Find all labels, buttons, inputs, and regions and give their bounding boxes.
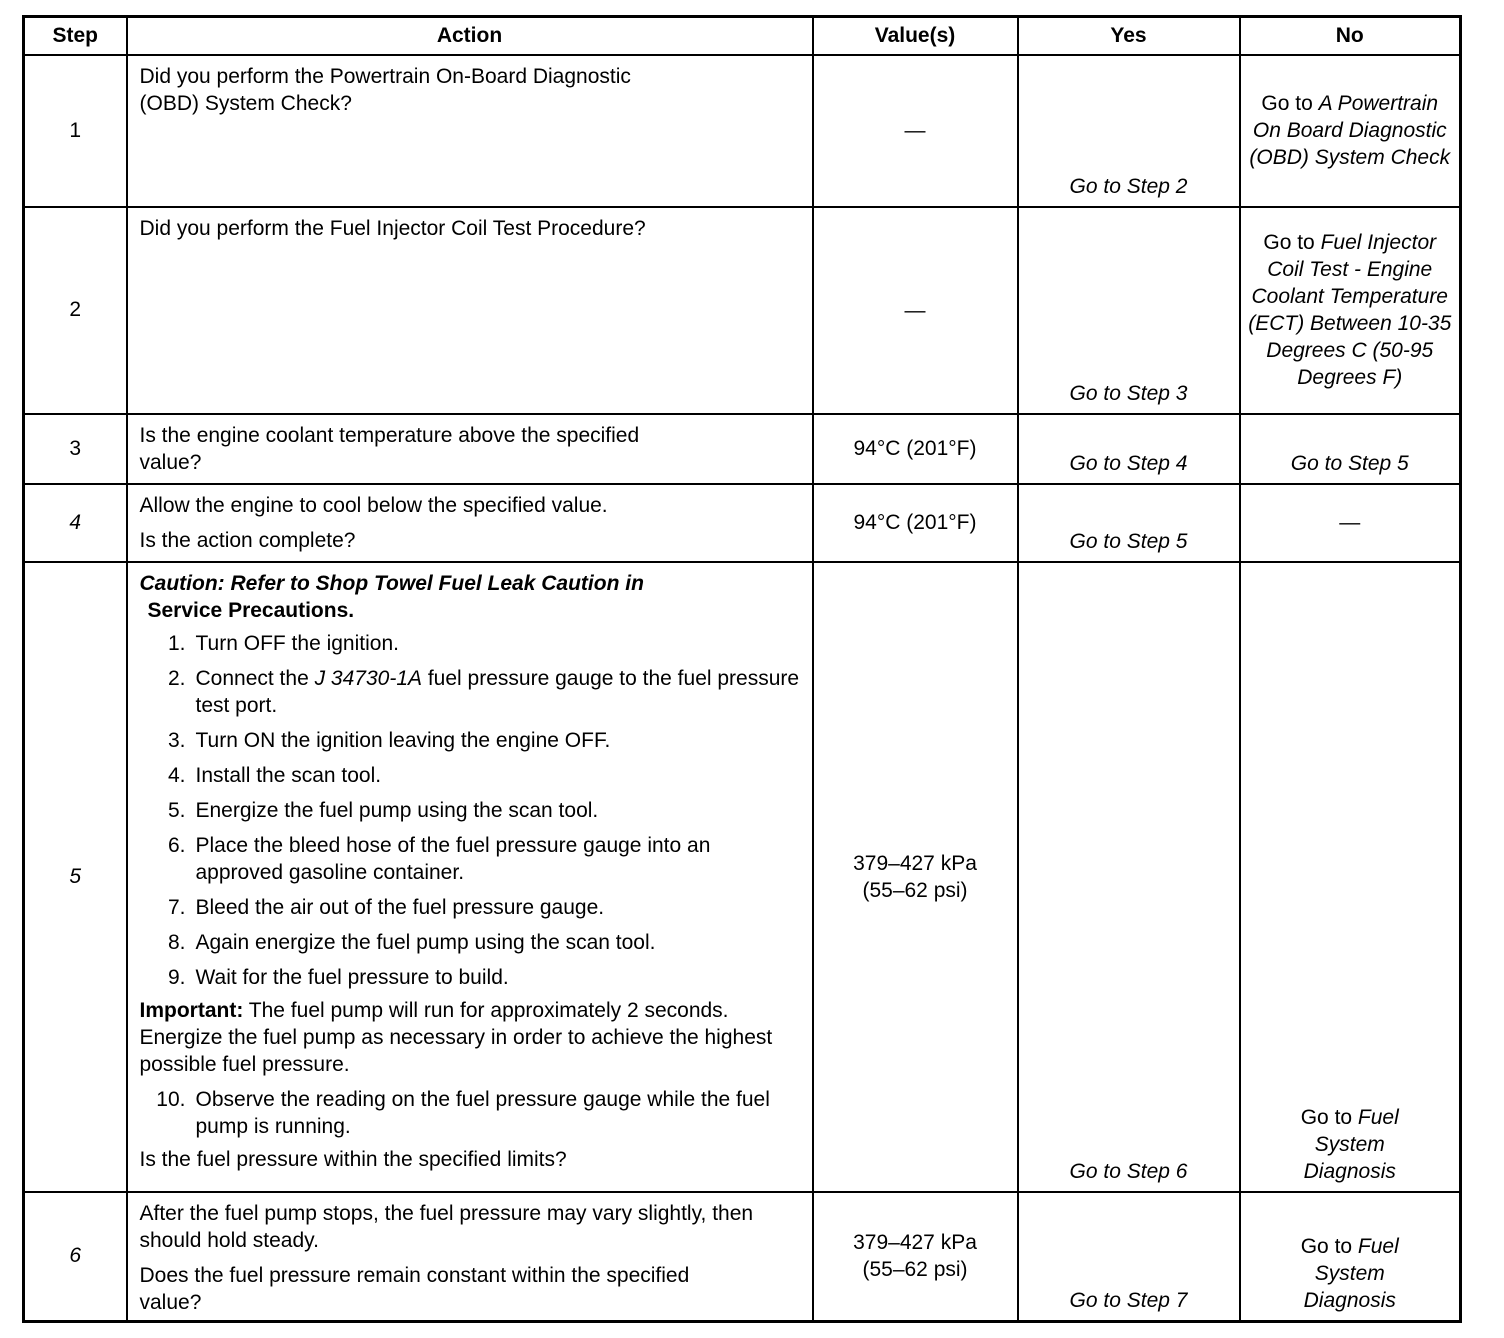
yes-link[interactable]: Go to Step 3 [1069,381,1188,405]
action-question: Does the fuel pressure remain constant within the specified value? [139,1263,690,1314]
list-text: Again energize the fuel pump using the scan tool. [195,930,656,954]
table-row [24,55,1461,207]
yes-cell[interactable] [1018,55,1240,207]
no-prefix: Go to [1261,92,1319,115]
value-kpa: 379–427 kPa [853,851,977,875]
yes-cell[interactable] [1018,207,1240,414]
action-text [127,1192,813,1322]
list-number: 2. [167,666,186,690]
list-text: Turn OFF the ignition. [195,631,399,655]
table-row [24,562,1461,1192]
action-text [127,55,813,207]
header-action: Action [127,17,813,55]
no-prefix: Go to [1300,1234,1358,1258]
header-values: Value(s) [813,17,1018,55]
list-text: Observe the reading on the fuel pressure gauge while the fuel pump is running. [195,1087,770,1138]
important-note [140,997,790,1078]
action-instruction: Allow the engine to cool below the specified value. [139,493,608,517]
list-item [140,727,802,754]
yes-cell[interactable] [1018,414,1240,484]
action-question: Did you perform the Fuel Injector Coil Test Procedure? [139,216,646,240]
yes-link[interactable]: Go to Step 4 [1069,451,1188,475]
list-text [196,665,802,719]
header-row [24,17,1461,55]
list-number: 7. [167,895,186,919]
header-step: Step [24,17,127,55]
yes-link[interactable]: Go to Step 2 [1069,174,1188,198]
no-link[interactable]: A Powertrain On Board Diagnostic (OBD) System Check [1249,92,1451,169]
action-question: Is the fuel pressure within the specified limits? [139,1147,567,1171]
action-text [127,562,813,1192]
procedure-list [140,630,802,991]
list-text: Install the scan tool. [195,763,382,787]
list-item [140,630,802,657]
step-number: 2 [24,207,127,414]
list-text-post: fuel pressure gauge to the fuel pressure test port. [195,666,800,717]
value-kpa: 379–427 kPa [853,1231,977,1254]
yes-link[interactable]: Go to Step 7 [1069,1288,1188,1312]
list-number: 3. [167,728,186,752]
list-item [140,964,802,991]
list-number: 9. [167,965,186,989]
caution-reference: Service Precautions. [147,598,355,622]
table-row [24,414,1461,484]
caution-heading: Caution: Refer to Shop Towel Fuel Leak Caution in [139,571,644,595]
value-cell: — [813,55,1018,207]
action-question: Is the action complete? [139,528,356,552]
list-text: Energize the fuel pump using the scan tool. [195,798,599,822]
value-cell: 94°C (201°F) [813,484,1018,562]
important-text: The fuel pump will run for approximately 2 seconds. Energize the fuel pump as necessary in order to achieve the highest possible fuel pressure. [139,998,773,1076]
action-text [127,484,813,562]
list-number: 8. [167,930,186,954]
value-cell: 94°C (201°F) [813,414,1018,484]
list-text: Place the bleed hose of the fuel pressure gauge into an approved gasoline container. [195,833,711,884]
list-text: Wait for the fuel pressure to build. [195,965,509,989]
list-item [140,665,802,719]
no-link[interactable]: Fuel System Diagnosis [1303,1234,1399,1312]
no-prefix: Go to [1263,231,1321,254]
action-text [127,414,813,484]
important-label: Important: [139,998,244,1022]
no-cell[interactable] [1240,55,1461,207]
list-text: Bleed the air out of the fuel pressure gauge. [195,895,605,919]
tool-number: J 34730-1A [314,666,423,690]
yes-link[interactable]: Go to Step 5 [1069,529,1188,553]
no-link[interactable]: Go to Step 5 [1290,451,1409,475]
value-psi: (55–62 psi) [862,878,968,902]
action-instruction: After the fuel pump stops, the fuel pressure may vary slightly, then should hold steady. [139,1201,754,1252]
list-item [140,929,802,956]
procedure-list-continued [140,1086,802,1140]
header-no: No [1240,17,1461,55]
table-row [24,484,1461,562]
action-question: Did you perform the Powertrain On-Board Diagnostic (OBD) System Check? [139,64,631,115]
action-question: Is the engine coolant temperature above the specified value? [139,423,640,474]
list-number: 1. [167,631,186,655]
yes-cell[interactable] [1018,562,1240,1192]
no-cell[interactable] [1240,1192,1461,1322]
list-item [140,832,802,886]
list-number: 4. [167,763,186,787]
list-text-pre: Connect the [195,666,315,690]
value-cell [813,562,1018,1192]
header-yes: Yes [1018,17,1240,55]
list-number: 10. [156,1087,186,1111]
list-item [140,762,802,789]
yes-link[interactable]: Go to Step 6 [1069,1159,1188,1183]
yes-cell[interactable] [1018,1192,1240,1322]
no-cell[interactable] [1240,562,1461,1192]
no-prefix: Go to [1300,1105,1358,1129]
step-number: 4 [24,484,127,562]
no-link[interactable]: Fuel Injector Coil Test - Engine Coolant Temperature (ECT) Between 10-35 Degrees C (50-95 Degrees F) [1248,231,1452,389]
step-number: 6 [24,1192,127,1322]
list-number: 6. [167,833,186,857]
list-number: 5. [167,798,186,822]
no-cell: — [1240,484,1461,562]
table-row [24,207,1461,414]
value-cell: — [813,207,1018,414]
step-number: 1 [24,55,127,207]
yes-cell[interactable] [1018,484,1240,562]
step-number: 3 [24,414,127,484]
no-link[interactable]: Fuel System Diagnosis [1303,1105,1399,1183]
no-cell[interactable] [1240,414,1461,484]
list-text: Turn ON the ignition leaving the engine OFF. [195,728,611,752]
list-item [140,797,802,824]
table-row [24,1192,1461,1322]
list-item [140,1086,802,1140]
diagnostic-table [22,15,1462,1323]
no-cell[interactable] [1240,207,1461,414]
value-cell [813,1192,1018,1322]
step-number: 5 [24,562,127,1192]
action-text [127,207,813,414]
value-psi: (55–62 psi) [862,1258,968,1281]
list-item [140,894,802,921]
